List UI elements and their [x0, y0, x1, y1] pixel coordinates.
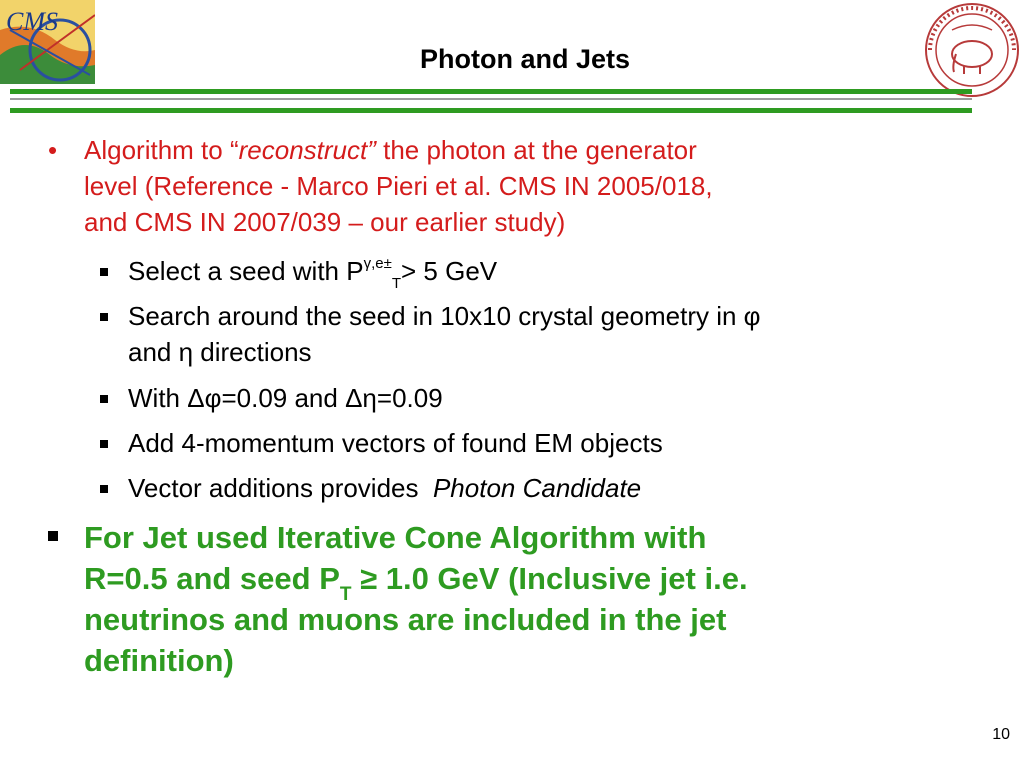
header-rule-green-bottom — [10, 108, 972, 113]
page-number: 10 — [992, 726, 1010, 743]
bullet-algorithm-line2: level (Reference - Marco Pieri et al. CMS IN 2005/018, — [84, 171, 713, 201]
header-rule-green — [10, 89, 972, 94]
square-bullet-icon — [100, 313, 108, 321]
square-bullet-icon — [48, 531, 58, 541]
bullet-jet-line3: neutrinos and muons are included in the jet — [84, 602, 727, 637]
bullet-algorithm-line1: Algorithm to “reconstruct” the photon at the generator — [84, 135, 697, 165]
header-rule-gray — [10, 98, 972, 100]
svg-text:CMS: CMS — [6, 7, 58, 36]
slide: CMS Photon and Jets • Algorithm to “reconstruct” the photon at the generator level (Reference - Marco Pieri et al. CMS IN 2005/018, and CMS IN 2007/039 – our earlier study) Select a seed with $P^{\gamma,e\pm}_T> 5$ GeV Search around the seed in 10x10 crystal geometry in φ and η directions With Δφ=0.09 and Δη=0.09 Add 4-momentum vectors of found EM objects Vector additions provides Photon Candidate For Jet used Iterative Cone Algorithm with R=0.5 and seed $P_T \ge 1.0$ GeV (Inclusive jet i.e. neutrinos and muons are included in the jet definition) 10 — [0, 0, 1024, 768]
bullet-algorithm-line3: and CMS IN 2007/039 – our earlier study) — [84, 207, 566, 237]
slide-title: Photon and Jets — [419, 44, 630, 74]
square-bullet-icon — [100, 395, 108, 403]
bullet-dot: • — [48, 135, 58, 165]
square-bullet-icon — [100, 440, 108, 448]
bullet-jet-line1: For Jet used Iterative Cone Algorithm with — [84, 520, 707, 555]
bullet-jet-line4: definition) — [84, 643, 234, 678]
square-bullet-icon — [100, 268, 108, 276]
bullet-jet-line2: R=0.5 and seed $P_T \ge 1.0$ GeV (Inclusive jet i.e. — [84, 561, 748, 606]
square-bullet-icon — [100, 485, 108, 493]
